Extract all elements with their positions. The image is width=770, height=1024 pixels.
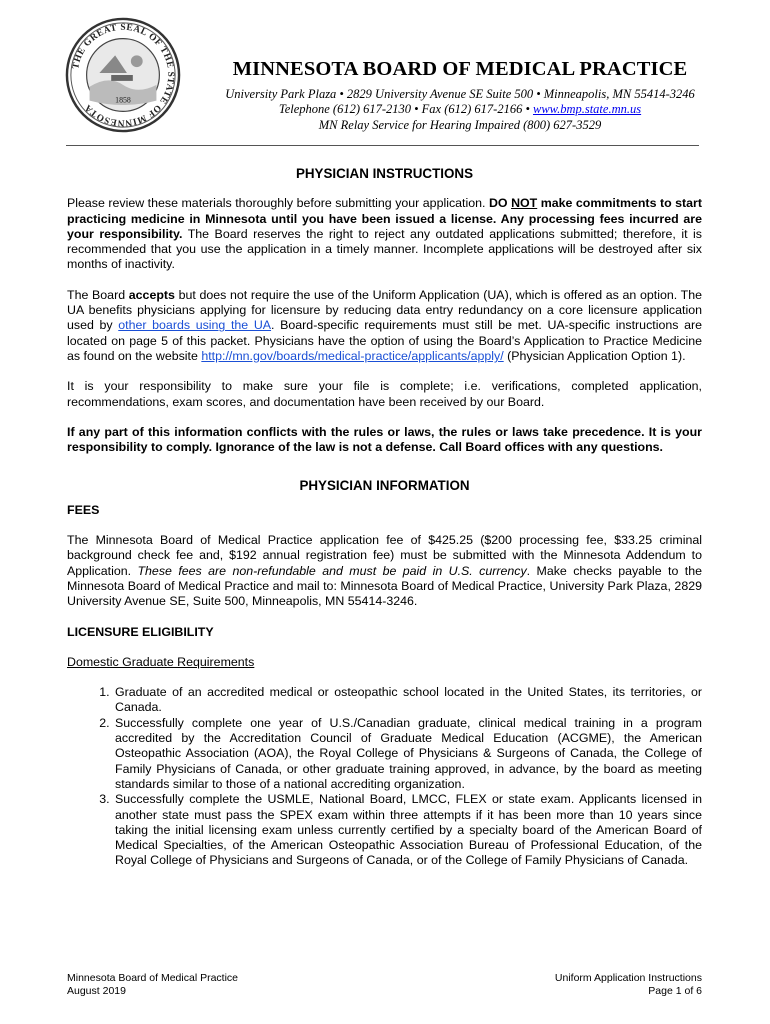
- address-line: University Park Plaza • 2829 University Avenue SE Suite 500 • Minneapolis, MN 55414-3246: [225, 86, 695, 101]
- instructions-paragraph-3: It is your responsibility to make sure your file is complete; i.e. verifications, completed application, recommendations, exam scores, and documentation have been received by our Board.: [67, 379, 702, 409]
- instructions-paragraph-1: Please review these materials thoroughly before submitting your application. DO NOT make commitments to start practicing medicine in Minnesota until you have been issued a license. Any processing fees incurred are your responsibility. The Board reserves the right to reject any outdated applications submitted; therefore, it is recommended that you use the application in a timely manner. Incomplete applications will be destroyed after six months of inactivity.: [67, 196, 702, 272]
- relay-line: MN Relay Service for Hearing Impaired (800) 627-3529: [318, 117, 602, 132]
- list-item: 1. Graduate of an accredited medical or osteopathic school located in the United States, its territories, or Canada.: [113, 685, 702, 716]
- footer-doc-title: Uniform Application Instructions: [554, 972, 702, 984]
- phone-fax: Telephone (612) 617-2130 • Fax (612) 617-2166 •: [278, 102, 533, 117]
- board-title: MINNESOTA BOARD OF MEDICAL PRACTICE: [232, 58, 688, 80]
- letterhead: [200, 58, 720, 133]
- apply-url-link[interactable]: http://mn.gov/boards/medical-practice/applicants/apply/: [201, 348, 504, 363]
- information-heading: PHYSICIAN INFORMATION: [299, 478, 470, 494]
- svg-text:THE GREAT SEAL OF THE STATE OF: THE GREAT SEAL OF THE STATE OF MINNESOTA: [71, 22, 176, 128]
- fees-heading: FEES: [67, 502, 100, 517]
- fees-paragraph: The Minnesota Board of Medical Practice application fee of $425.25 ($200 processing fee, $33.25 criminal background check fee and, $192 annual registration fee) must be submitted with the Minnesota Addendum to Application. These fees are non-refundable and must be paid in U.S. currency. Make checks payable to the Minnesota Board of Medical Practice and mail to: Minnesota Board of Medical Practice, University Park Plaza, 2829 University Avenue SE, Suite 500, Minneapolis, MN 55414-3246.: [67, 533, 702, 609]
- page-number: Page 1 of 6: [648, 985, 702, 997]
- list-item: 3. Successfully complete the USMLE, National Board, LMCC, FLEX or state exam. Applicants licensed in another state must pass the SPEX exam within three attempts if it has been more than 10 years since taking the initial licensing exam unless currently certified by a specialty board of the American Board of Medical Specialties, of the American Osteopathic Association Bureau of Professional Education, of the Royal College of Physicians and Surgeons of Canada, or of the College of Family Physicians of Canada.: [113, 792, 702, 868]
- svg-text:1858: 1858: [115, 95, 131, 105]
- other-boards-link[interactable]: other boards using the UA: [118, 318, 272, 333]
- eligibility-heading: LICENSURE ELIGIBILITY: [67, 624, 214, 639]
- footer-org: Minnesota Board of Medical Practice: [67, 972, 238, 984]
- contact-line: [200, 102, 720, 118]
- list-item: 2. Successfully complete one year of U.S./Canadian graduate, clinical medical training in a program accredited by the Accreditation Council of Graduate Medical Education (ACGME), the American Osteopathic Association (AOA), the Royal College of Physicians & Surgeons of Canada, the College of Family Physicians of Canada, or other graduate training approved, in advance, by the board as meeting standards similar to those of a national accrediting organization.: [113, 716, 702, 792]
- instructions-paragraph-4: If any part of this information conflicts with the rules or laws, the rules or laws take precedence. It is your responsibility to comply. Ignorance of the law is not a defense. Call Board offices with any questions.: [67, 424, 702, 455]
- domestic-requirements-heading: Domestic Graduate Requirements: [67, 654, 255, 669]
- website-link[interactable]: www.bmp.state.mn.us: [532, 102, 642, 117]
- document-body: [67, 166, 702, 869]
- requirements-list: [67, 685, 702, 869]
- state-seal-logo: [64, 16, 182, 134]
- header-divider: [66, 145, 699, 146]
- footer-date: August 2019: [67, 985, 126, 997]
- instructions-paragraph-2: The Board accepts but does not require the use of the Uniform Application (UA), which is offered as an option. The UA benefits physicians applying for licensure by reducing data entry redundancy on a core licensure application used by other boards using the UA. Board-specific requirements must still be met. UA-specific instructions are located on page 5 of this packet. Physicians have the option of using the Board’s Application to Practice Medicine as found on the website http://mn.gov/boards/medical-practice/applicants/apply/ (Physician Application Option 1).: [67, 287, 702, 363]
- instructions-heading: PHYSICIAN INSTRUCTIONS: [295, 166, 474, 181]
